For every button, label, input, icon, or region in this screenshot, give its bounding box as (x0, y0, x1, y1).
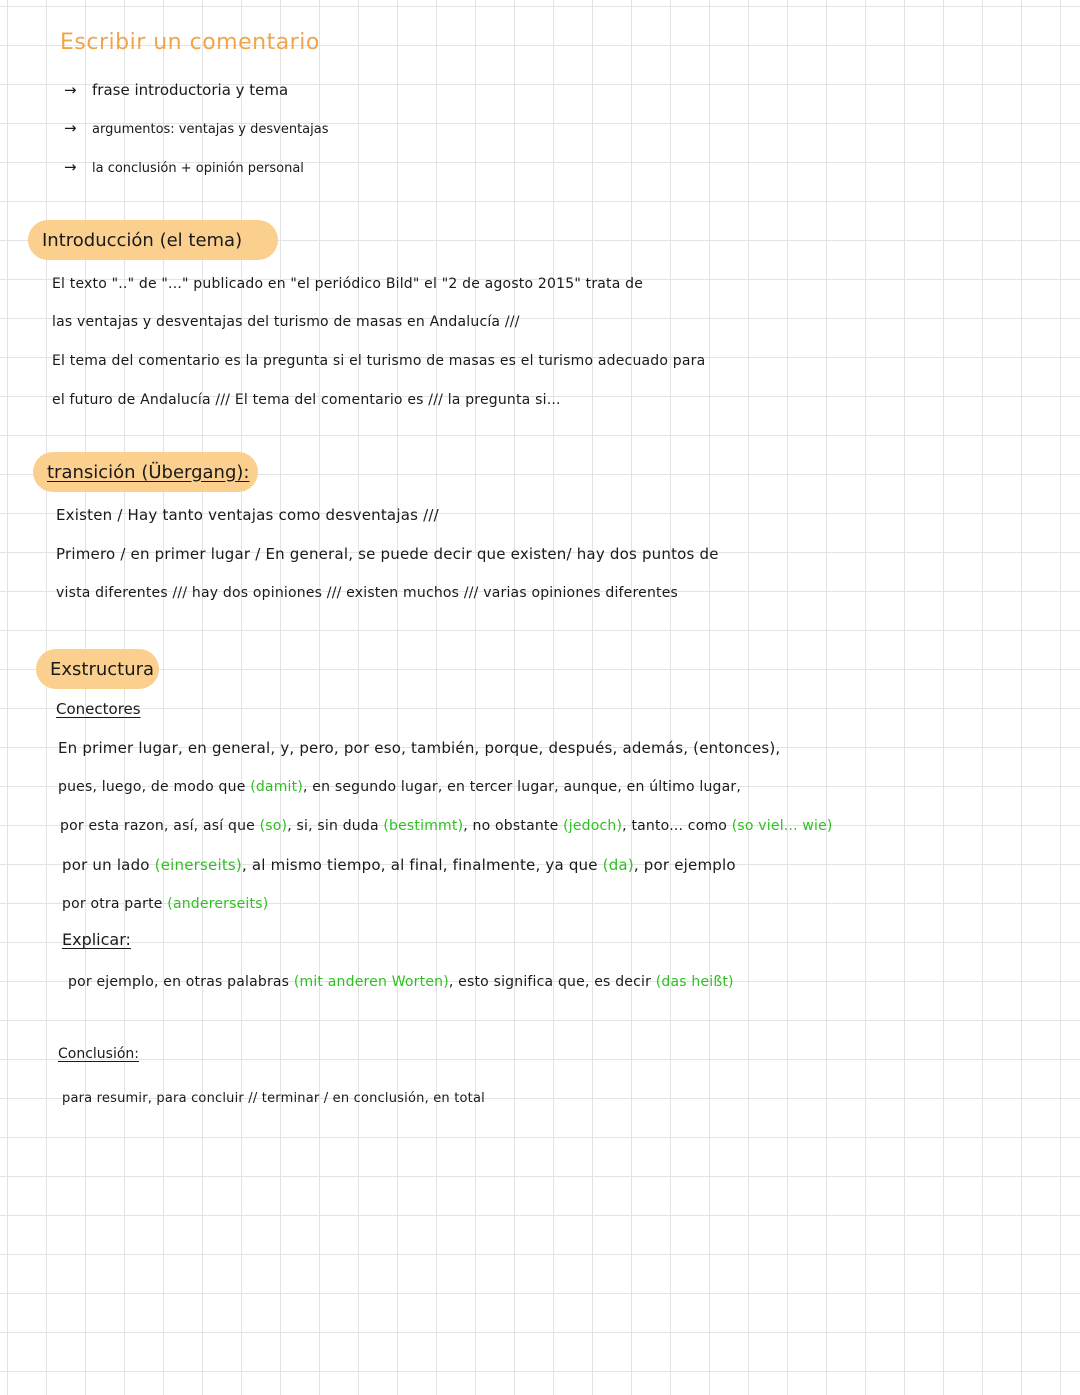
german-translation: (einerseits) (154, 856, 242, 874)
spanish-text: por esta razon, así, así que (60, 818, 260, 834)
outline-text: la conclusión + opinión personal (92, 161, 304, 176)
spanish-text: por otra parte (62, 896, 168, 912)
german-translation: (andererseits) (167, 896, 269, 912)
spanish-text: , en segundo lugar, en tercer lugar, aunque, en último lugar, (303, 779, 742, 795)
outline-item (64, 80, 288, 100)
spanish-text: , esto significa que, es decir (448, 974, 656, 990)
transition-line: vista diferentes /// hay dos opiniones /// existen muchos /// varias opiniones diferentes (56, 585, 679, 601)
conectores-line (60, 816, 833, 836)
arrow-right-icon: → (64, 81, 77, 99)
conclusion-line: para resumir, para concluir // terminar / en conclusión, en total (62, 1091, 485, 1106)
intro-line: las ventajas y desventajas del turismo de masas en Andalucía /// (52, 314, 520, 330)
outline-text: frase introductoria y tema (92, 81, 289, 99)
intro-line: el futuro de Andalucía /// El tema del comentario es /// la pregunta si... (52, 392, 561, 408)
german-translation: (mit anderen Worten) (293, 974, 449, 990)
spanish-text: por ejemplo, en otras palabras (68, 974, 294, 990)
heading-text: Exstructura (50, 658, 155, 680)
conectores-label: Conectores (56, 700, 141, 718)
german-translation: (da) (602, 856, 634, 874)
spanish-text: En primer lugar, en general, y, pero, por eso, también, porque, después, además, (entonces), (58, 739, 781, 757)
spanish-text: , por ejemplo (633, 856, 736, 874)
section-heading-transicion (33, 452, 258, 492)
explicar-label: Explicar: (62, 930, 131, 949)
section-heading-introduccion (28, 220, 278, 260)
german-translation: (jedoch) (563, 818, 623, 834)
conectores-line (62, 894, 268, 914)
conectores-line (62, 855, 736, 875)
conectores-line (58, 738, 780, 758)
spanish-text: , no obstante (463, 818, 564, 834)
spanish-text: , si, sin duda (287, 818, 384, 834)
outline-item (64, 118, 328, 140)
arrow-right-icon: → (64, 158, 77, 176)
german-translation: (das heißt) (655, 974, 734, 990)
spanish-text: , al mismo tiempo, al final, finalmente, ya que (241, 856, 603, 874)
intro-line: El texto ".." de "..." publicado en "el periódico Bild" el "2 de agosto 2015" trata de (52, 276, 644, 292)
german-translation: (so viel... wie) (731, 818, 833, 834)
german-translation: (so) (259, 818, 288, 834)
outline-item (64, 157, 304, 179)
heading-text: transición (Übergang): (47, 461, 250, 483)
outline-text: argumentos: ventajas y desventajas (92, 122, 329, 137)
german-translation: (damit) (250, 779, 303, 795)
page-title: Escribir un comentario (60, 30, 320, 55)
spanish-text: por un lado (62, 856, 155, 874)
heading-text: Introducción (el tema) (42, 229, 243, 251)
conectores-line (58, 777, 741, 797)
conclusion-label: Conclusión: (58, 1046, 140, 1062)
transition-line: Existen / Hay tanto ventajas como desventajas /// (56, 506, 439, 524)
spanish-text: pues, luego, de modo que (58, 779, 251, 795)
arrow-right-icon: → (64, 119, 77, 137)
explicar-line (68, 972, 734, 992)
spanish-text: , tanto... como (622, 818, 732, 834)
german-translation: (bestimmt) (383, 818, 464, 834)
transition-line: Primero / en primer lugar / En general, se puede decir que existen/ hay dos puntos de (56, 545, 719, 563)
section-heading-estructura (36, 649, 159, 689)
intro-line: El tema del comentario es la pregunta si el turismo de masas es el turismo adecuado para (52, 353, 706, 369)
